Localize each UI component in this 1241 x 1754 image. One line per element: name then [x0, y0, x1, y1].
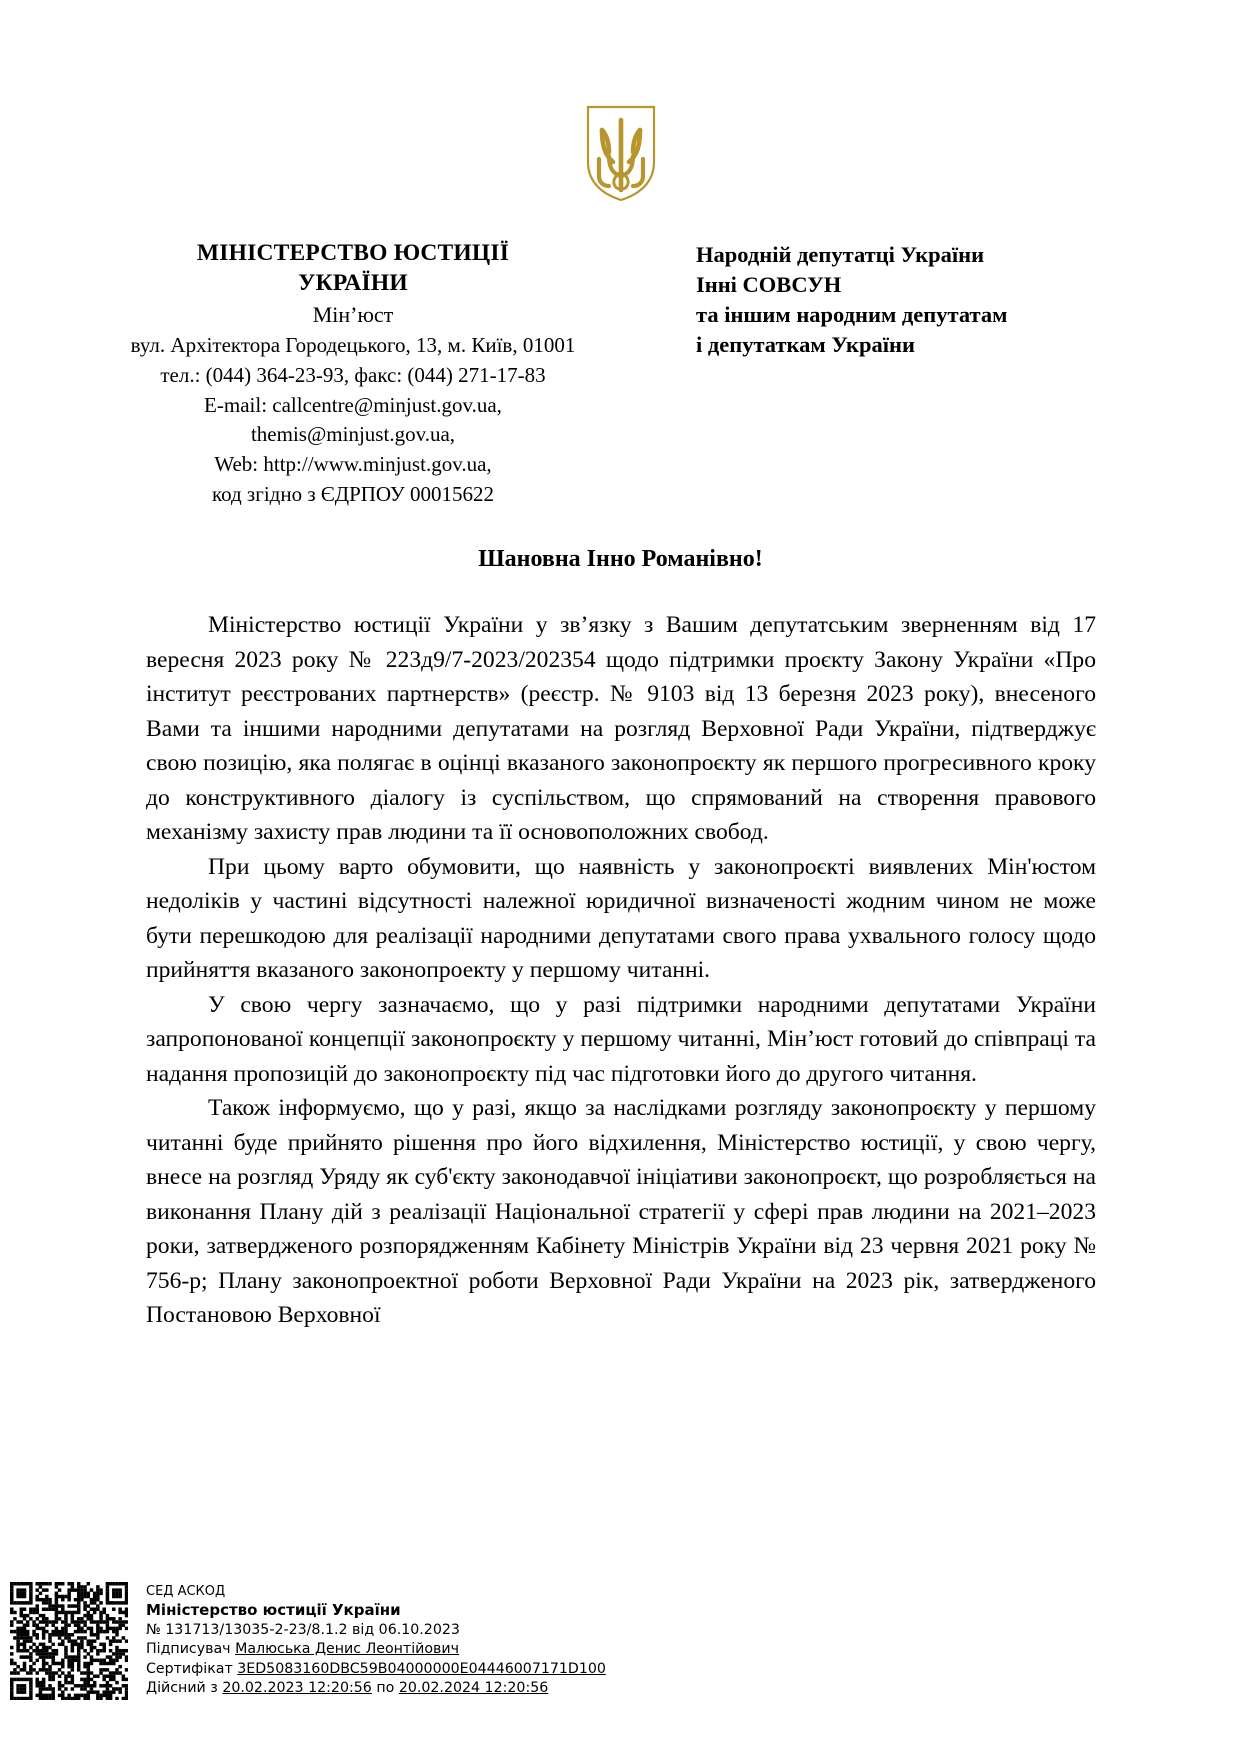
signature-registration: № 131713/13035-2-23/8.1.2 від 06.10.2023: [146, 1622, 460, 1638]
addressee-block: [696, 238, 1126, 360]
certificate-value: 3ED5083160DBC59B04000000E04446007171D100: [237, 1660, 606, 1677]
body-paragraph-3: У свою чергу зазначаємо, що у разі підтримки народними депутатами України запропонованої концепції законопроєкту у першому читанні, Мін’юст готовий до співпраці та надання пропозицій до законопроєкту під час підготовки його до другого читання.: [146, 991, 1096, 1087]
body-paragraph-4: Також інформуємо, що у разі, якщо за наслідками розгляду законопроєкту у першому читанні буде прийнято рішення про його відхилення, Міністерство юстиції, у свою чергу, внесе на розгляд Уряду як суб'єкту законодавчої ініціативи законопроєкт, що розробляється на виконання Плану дій з реалізації Національної стратегії у сфері прав людини на 2021–2023 роки, затвердженого розпорядженням Кабінету Міністрів України від 23 червня 2021 року № 756-р; Плану законопроектної роботи Верховної Ради України на 2023 рік, затвердженого Постановою Верховної: [146, 1095, 1096, 1328]
emblem-container: [0, 104, 1241, 202]
letterhead-phone-fax: тел.: (044) 364-23-93, факс: (044) 271-17-83: [160, 362, 546, 387]
ukraine-coat-of-arms-trident-icon: [585, 104, 657, 202]
addressee-line-1: Народній депутатці України: [696, 242, 985, 267]
signer-label: Підписувач: [146, 1641, 231, 1658]
certificate-label: Сертифікат: [146, 1660, 233, 1677]
signature-details: [146, 1582, 606, 1699]
body-paragraph-2: При цьому варто обумовити, що наявність у законопроєкті виявлених Мін'юстом недоліків у частині відсутності належної юридичної визначеності жодним чином не може бути перешкодою для реалізації народними депутатами свого права ухвального голосу щодо прийняття вказаного законопроекту у першому читанні.: [146, 853, 1096, 983]
signature-certificate: [146, 1660, 606, 1679]
letterhead-edrpou: код згідно з ЄДРПОУ 00015622: [211, 482, 495, 507]
letterhead-email-line1: E-mail: callcentre@minjust.gov.ua,: [204, 392, 502, 417]
addressee-line-3: та іншим народним депутатам: [696, 301, 1008, 327]
letterhead-block: [48, 238, 658, 510]
signature-signer: [146, 1640, 606, 1659]
qr-code: [10, 1582, 128, 1700]
letterhead-address: вул. Архітектора Городецького, 13, м. Київ, 01001: [130, 333, 576, 358]
letterhead-short-name: Мін’юст: [312, 302, 394, 328]
letterhead-email-line2: themis@minjust.gov.ua,: [250, 422, 456, 447]
signature-organization: Міністерство юстиції України: [146, 1601, 401, 1619]
validity-to-label: по: [376, 1680, 395, 1697]
validity-label: Дійсний з: [146, 1680, 218, 1697]
letter-body: [146, 608, 1096, 1333]
signature-system: СЕД АСКОД: [146, 1584, 226, 1599]
body-paragraph-1: Міністерство юстиції України у зв’язку з Вашим депутатським зверненням від 17 вересня 2023 року № 223д9/7-2023/202354 щодо підтримки проєкту Закону України «Про інститут реєстрованих партнерств» (реєстр. № 9103 від 13 березня 2023 року), внесеного Вами та іншими народними депутатами на розгляд Верховної Ради України, підтверджує свою позицію, яка полягає в оцінці вказаного законопроєкту як першого прогресивного кроку до конструктивного діалогу із суспільством, що спрямований на створення правового механізму захисту прав людини та її основоположних свобод.: [146, 612, 1096, 845]
letter-header: [0, 238, 1241, 510]
electronic-signature-footer: [10, 1582, 1010, 1700]
letterhead-web: Web: http://www.minjust.gov.ua,: [214, 452, 492, 477]
addressee-line-2: Інні СОВСУН: [696, 271, 842, 297]
letterhead-organization-line2: УКРАЇНИ: [298, 270, 408, 297]
validity-to: 20.02.2024 12:20:56: [398, 1680, 549, 1697]
salutation: Шановна Інно Романівно!: [478, 546, 763, 572]
signer-name: Малюська Денис Леонтійович: [235, 1641, 460, 1658]
validity-from: 20.02.2023 12:20:56: [222, 1680, 372, 1697]
addressee-line-4: і депутаткам України: [696, 331, 915, 357]
letterhead-organization-line1: МІНІСТЕРСТВО ЮСТИЦІЇ: [196, 240, 510, 266]
signature-validity: [146, 1679, 606, 1698]
